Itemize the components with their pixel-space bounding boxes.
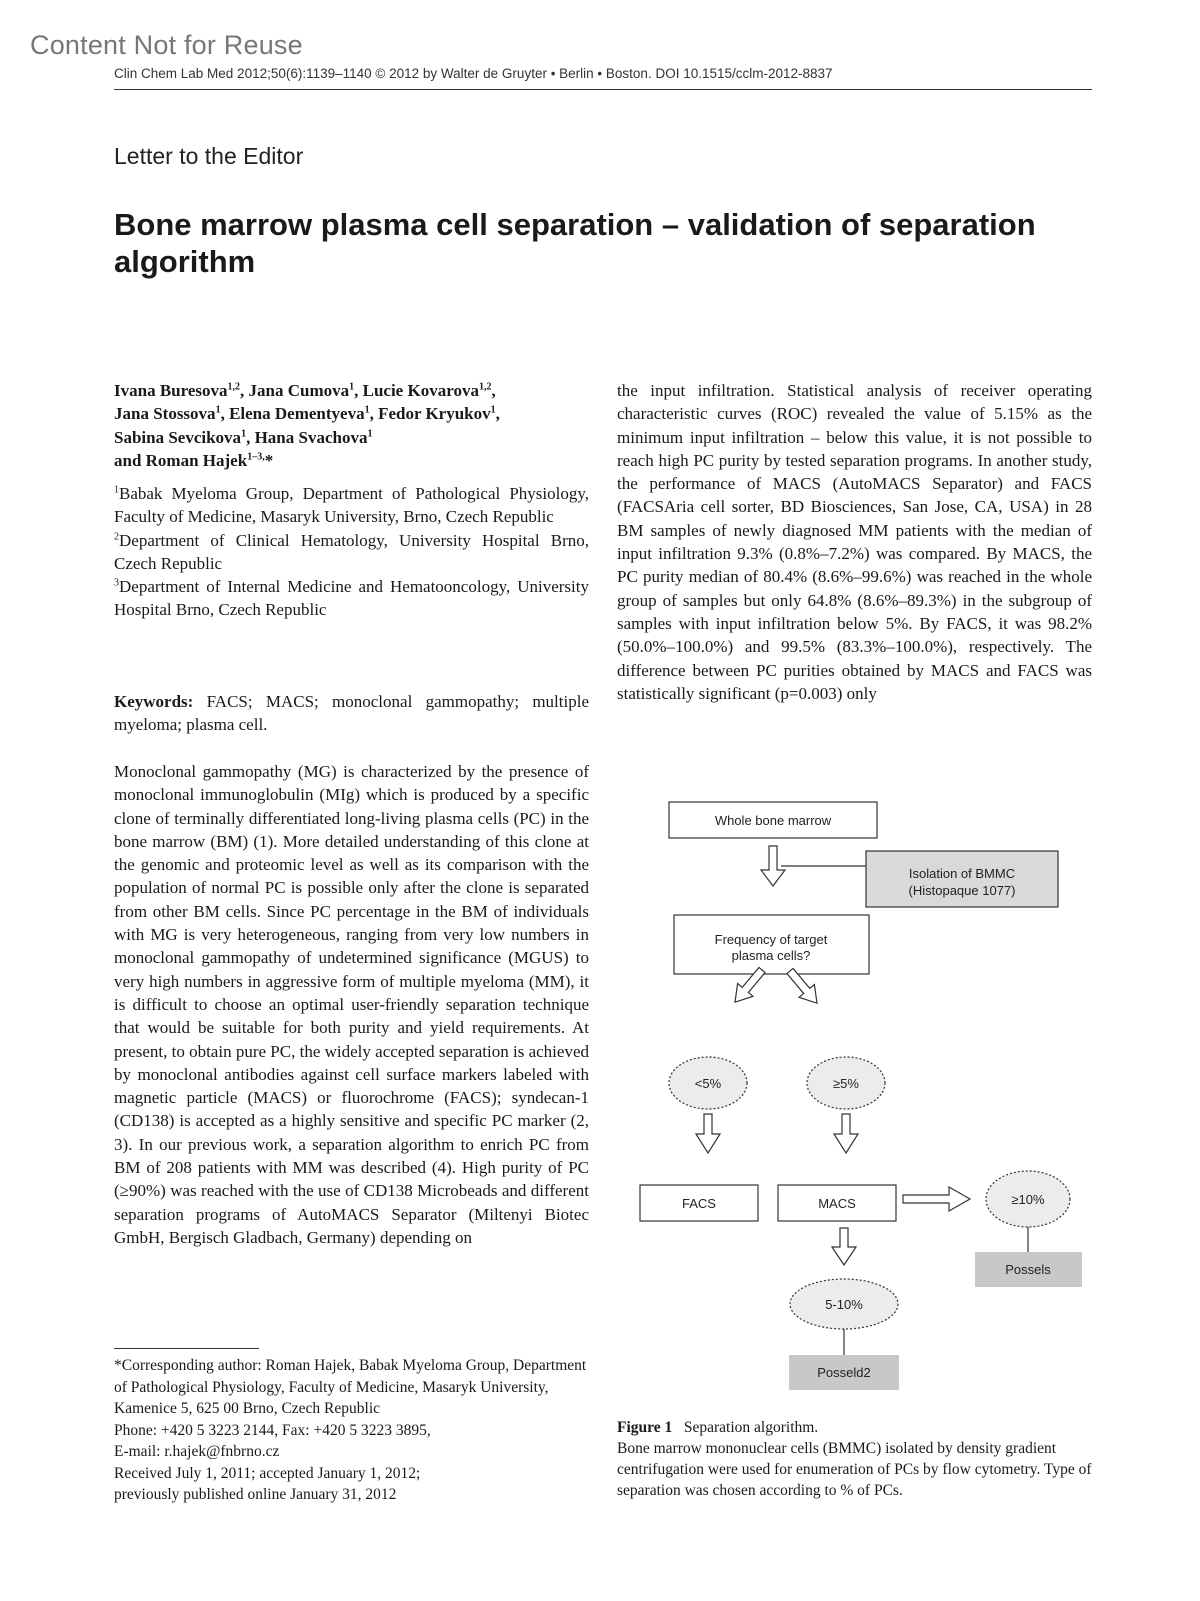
footnote-rule bbox=[114, 1348, 259, 1349]
caption-label: Figure 1 bbox=[617, 1419, 673, 1436]
author-affiliation-marker: 1 bbox=[364, 404, 370, 416]
lt5-label: <5% bbox=[694, 1076, 722, 1091]
arrow-down-ge5 bbox=[834, 1114, 858, 1153]
ge5-label: ≥5% bbox=[833, 1076, 859, 1091]
keywords bbox=[114, 690, 589, 737]
keywords-text: FACS; MACS; monoclonal gammopathy; multiple myeloma; plasma cell. bbox=[114, 692, 589, 735]
author-name: Jana Cumova bbox=[248, 381, 350, 400]
figure-1-flowchart bbox=[617, 786, 1092, 1401]
facs-label: FACS bbox=[682, 1196, 716, 1211]
affiliations bbox=[114, 482, 589, 622]
figure-caption bbox=[617, 1417, 1092, 1501]
author-affiliation-marker: 1 bbox=[349, 381, 355, 393]
author-name: Jana Stossova bbox=[114, 404, 216, 424]
article-title: Bone marrow plasma cell separation – validation of separation algorithm bbox=[114, 207, 1036, 279]
keywords-label: Keywords: bbox=[114, 692, 194, 711]
author-affiliation-marker: 1,2 bbox=[227, 381, 241, 393]
ge10-label: ≥10% bbox=[1011, 1192, 1045, 1207]
arrow-down-macs bbox=[832, 1228, 856, 1265]
author-affiliation-marker: 1 bbox=[490, 404, 496, 416]
author-affiliation-marker: 1–3, bbox=[247, 451, 265, 463]
posseld2-label: Posseld2 bbox=[817, 1365, 871, 1380]
isolation-label-1: Isolation of BMMC bbox=[908, 866, 1016, 881]
author-name: Hana Svachova bbox=[254, 427, 368, 447]
author-affiliation-marker: 1,2 bbox=[478, 381, 492, 393]
body-paragraph: the input infiltration. Statistical analysis of receiver operating characteristic curves (ROC) revealed the value of 5.15% as the minimum input infiltration – below this value, it is not possible to reach high PC purity by tested separation programs. In another study, the performance of MACS (AutoMACS Separator) and FACS (FACSAria cell sorter, BD Biosciences, San Jose, CA, USA) in 28 BM samples of newly diagnosed MM patients with the median of input infiltration 9.3% (0.8%–7.2%) was compared. By MACS, the PC purity median of 80.4% (8.6%–99.6%) was reached in the whole group of samples but only 64.8% (8.6%–89.3%) in the subgroup of samples with input infiltration below 5%. By FACS, it was 98.2% (50.0%–100.0%) and 99.5% (83.3%–100.0%), respectively. The difference between PC purities obtained by MACS and FACS was statistically significant (p=0.003) only bbox=[617, 381, 1092, 703]
section-label: Letter to the Editor bbox=[114, 143, 304, 169]
author-name: Sabina Sevcikova bbox=[114, 427, 242, 447]
author-affiliation-marker: 1 bbox=[367, 427, 373, 439]
arrow-down-lt5 bbox=[696, 1114, 720, 1153]
affiliation-3: $^3$Department of Internal Medicine and Hematooncology, University Hospital Brno, Czech Republic bbox=[114, 577, 589, 620]
author-affiliation-marker: 1 bbox=[215, 404, 221, 416]
corresponding-author-footnote: *Corresponding author: Roman Hajek, Babak Myeloma Group, Department of Pathological Physiology, Faculty of Medicine, Masaryk University, Kamenice 5, 625 00 Brno, Czech Republic Phone: +420 5 3223 2144, Fax: +420 5 3223 3895, E-mail: r.hajek@fnbrno.cz Received July 1, 2011; accepted January 1, 2012; previously published online January 31, 2012 bbox=[114, 1357, 587, 1503]
author-affiliation-marker: 1 bbox=[241, 427, 247, 439]
frequency-label-1: Frequency of target bbox=[714, 932, 828, 947]
frequency-label-2: plasma cells? bbox=[731, 948, 811, 963]
possels-label: Possels bbox=[1005, 1262, 1051, 1277]
macs-label: MACS bbox=[818, 1196, 856, 1211]
affiliation-1: $^1$Babak Myeloma Group, Department of Pathological Physiology, Faculty of Medicine, Masaryk University, Brno, Czech Republic bbox=[114, 484, 589, 527]
journal-citation: Clin Chem Lab Med 2012;50(6):1139–1140 © 2012 by Walter de Gruyter • Berlin • Boston. DOI 10.1515/cclm-2012-8837 bbox=[114, 66, 833, 81]
watermark: Content Not for Reuse bbox=[30, 30, 303, 60]
header-rule bbox=[114, 89, 1092, 90]
author-name: Elena Dementyeva bbox=[229, 404, 365, 424]
isolation-label-2: (Histopaque 1077) bbox=[908, 883, 1016, 898]
author-list: Ivana Buresova$^{1,2}$, Jana Cumova$^1$, Lucie Kovarova$^{1,2}$, Jana Stossova$^1$, Elena Dementyeva$^1$, Fedor Kryukov$^1$, Sabina Sevcikova$^1$, Hana Svachova$^1$ and Roman Hajek$^{1-3,}$* bbox=[114, 381, 500, 470]
caption-title: Separation algorithm. bbox=[683, 1419, 819, 1436]
body-column-1 bbox=[114, 760, 589, 1249]
author-name: Fedor Kryukov bbox=[378, 404, 491, 424]
author-name: Lucie Kovarova bbox=[362, 381, 479, 400]
body-paragraph: Monoclonal gammopathy (MG) is characterized by the presence of monoclonal immunoglobulin (MIg) which is produced by a specific clone of terminally differentiated long-living plasma cells (PC) in the bone marrow (BM) (1). More detailed understanding of this clone at the genomic and proteomic level as well as its comparison with the population of normal PC is possible only after the clone is separated from other BM cells. Since PC percentage in the BM of individuals with MG is very heterogeneous, ranging from very low numbers in monoclonal gammopathy of undetermined significance (MGUS) to very high numbers in aggressive form of multiple myeloma (MM), it is difficult to choose an optimal user-friendly separation technique that would be suitable for both purity and yield requirements. At present, to obtain pure PC, the widely accepted separation is achieved by monoclonal antibodies against cell surface markers labeled with magnetic particle (MACS) or fluorochrome (FACS); syndecan-1 (CD138) is accepted as a highly sensitive and specific PC marker (2, 3). In our previous work, a separation algorithm to enrich PC from BM of 208 patients with MM was described (4). High purity of PC (≥90%) was reached with the use of CD138 Microbeads and different separation programs of AutoMACS Separator (Miltenyi Biotec GmbH, Bergisch Gladbach, Germany) depending on bbox=[114, 762, 589, 1247]
author-name: and Roman Hajek bbox=[114, 450, 248, 470]
caption-text: Bone marrow mononuclear cells (BMMC) isolated by density gradient centrifugation were used for enumeration of PCs by flow cytometry. Type of separation was chosen according to % of PCs. bbox=[617, 1440, 1092, 1499]
affiliation-2: $^2$Department of Clinical Hematology, University Hospital Brno, Czech Republic bbox=[114, 530, 589, 573]
author-name: Ivana Buresova bbox=[114, 381, 228, 400]
body-column-2 bbox=[617, 379, 1092, 705]
arrow-right-ge10 bbox=[903, 1187, 970, 1211]
whole-bone-marrow-label: Whole bone marrow bbox=[714, 813, 832, 828]
r5-10-label: 5-10% bbox=[825, 1297, 863, 1312]
